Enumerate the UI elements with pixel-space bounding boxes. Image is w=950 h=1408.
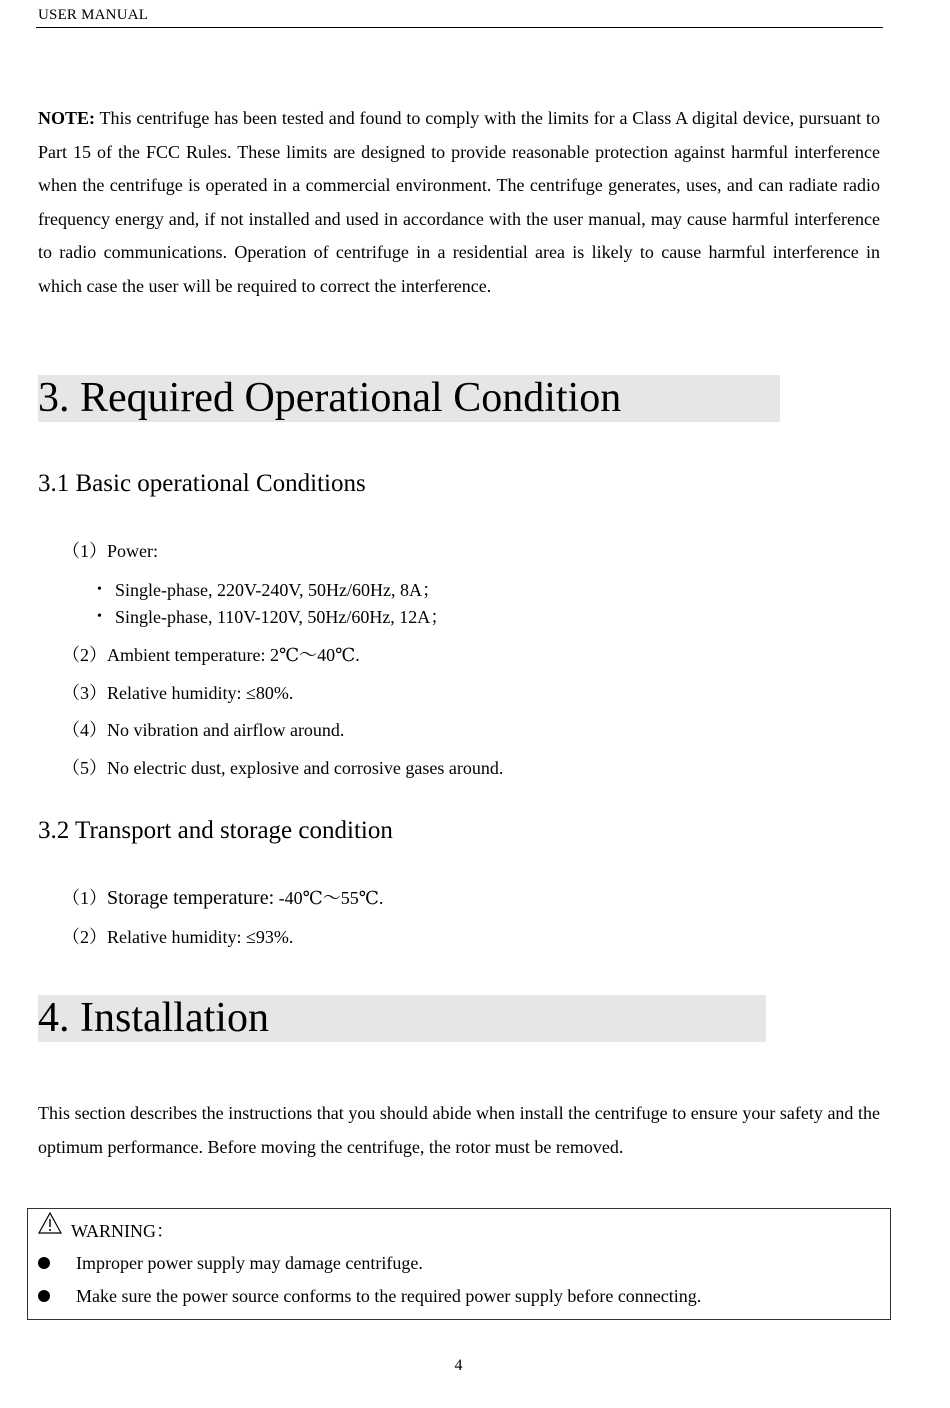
section-3-2-heading: 3.2 Transport and storage condition bbox=[38, 817, 393, 844]
ambient-temperature-item: （2）Ambient temperature: 2℃～40℃. bbox=[62, 645, 360, 665]
power-bullet-2-text: Single-phase, 110V-120V, 50Hz/60Hz, 12A； bbox=[115, 607, 449, 627]
bullet-disc-icon bbox=[38, 1257, 50, 1269]
storage-temperature-item bbox=[62, 887, 383, 909]
power-item: （1）Power: bbox=[62, 541, 158, 561]
warning-title: WARNING： bbox=[71, 1221, 174, 1241]
page-number: 4 bbox=[454, 1357, 463, 1374]
warning-line-1-text: Improper power supply may damage centrifuge. bbox=[76, 1253, 423, 1273]
warning-line-2 bbox=[38, 1286, 701, 1307]
vibration-item: （4）No vibration and airflow around. bbox=[62, 720, 345, 740]
warning-triangle-icon bbox=[38, 1211, 62, 1235]
section-3-1-heading: 3.1 Basic operational Conditions bbox=[38, 470, 366, 497]
storage-item-label: Storage temperature: bbox=[107, 887, 275, 909]
power-bullet-2: • Single-phase, 110V-120V, 50Hz/60Hz, 12A； bbox=[97, 607, 449, 627]
section-3-heading: 3. Required Operational Condition bbox=[38, 375, 780, 422]
running-header: USER MANUAL bbox=[38, 7, 149, 23]
note-text: This centrifuge has been tested and found to comply with the limits for a Class A digital device, pursuant to Part 15 of the FCC Rules. These limits are designed to provide reasonable protection against harmful interference when the centrifuge is operated in a commercial environment. The centrifuge generates, uses, and can radiate radio frequency energy and, if not installed and used in accordance with the user manual, may cause harmful interference to radio communications. Operation of centrifuge in a residential area is likely to cause harmful interference in which case the user will be required to correct the interference. bbox=[38, 108, 880, 296]
bullet-disc-icon bbox=[38, 1290, 50, 1302]
power-bullet-1-text: Single-phase, 220V-240V, 50Hz/60Hz, 8A； bbox=[115, 580, 440, 600]
storage-item-prefix: （1） bbox=[62, 888, 107, 908]
warning-line-2-text: Make sure the power source conforms to the required power supply before connecting. bbox=[76, 1286, 702, 1306]
installation-paragraph: This section describes the instructions that you should abide when install the centrifuge to ensure your safety and the optimum performance. Before moving the centrifuge, the rotor must be removed. bbox=[38, 1103, 880, 1157]
storage-humidity-item: （2）Relative humidity: ≤93%. bbox=[62, 927, 294, 947]
fcc-note bbox=[38, 102, 880, 304]
dust-item: （5）No electric dust, explosive and corrosive gases around. bbox=[62, 758, 504, 778]
relative-humidity-item: （3）Relative humidity: ≤80%. bbox=[62, 683, 294, 703]
section-4-heading: 4. Installation bbox=[38, 995, 766, 1042]
power-bullet-1: • Single-phase, 220V-240V, 50Hz/60Hz, 8A； bbox=[97, 580, 440, 600]
warning-box bbox=[27, 1208, 891, 1320]
note-label: NOTE: bbox=[38, 108, 96, 128]
storage-item-value: -40℃～55℃. bbox=[278, 888, 384, 908]
header-rule bbox=[36, 27, 883, 28]
warning-line-1 bbox=[38, 1253, 423, 1274]
